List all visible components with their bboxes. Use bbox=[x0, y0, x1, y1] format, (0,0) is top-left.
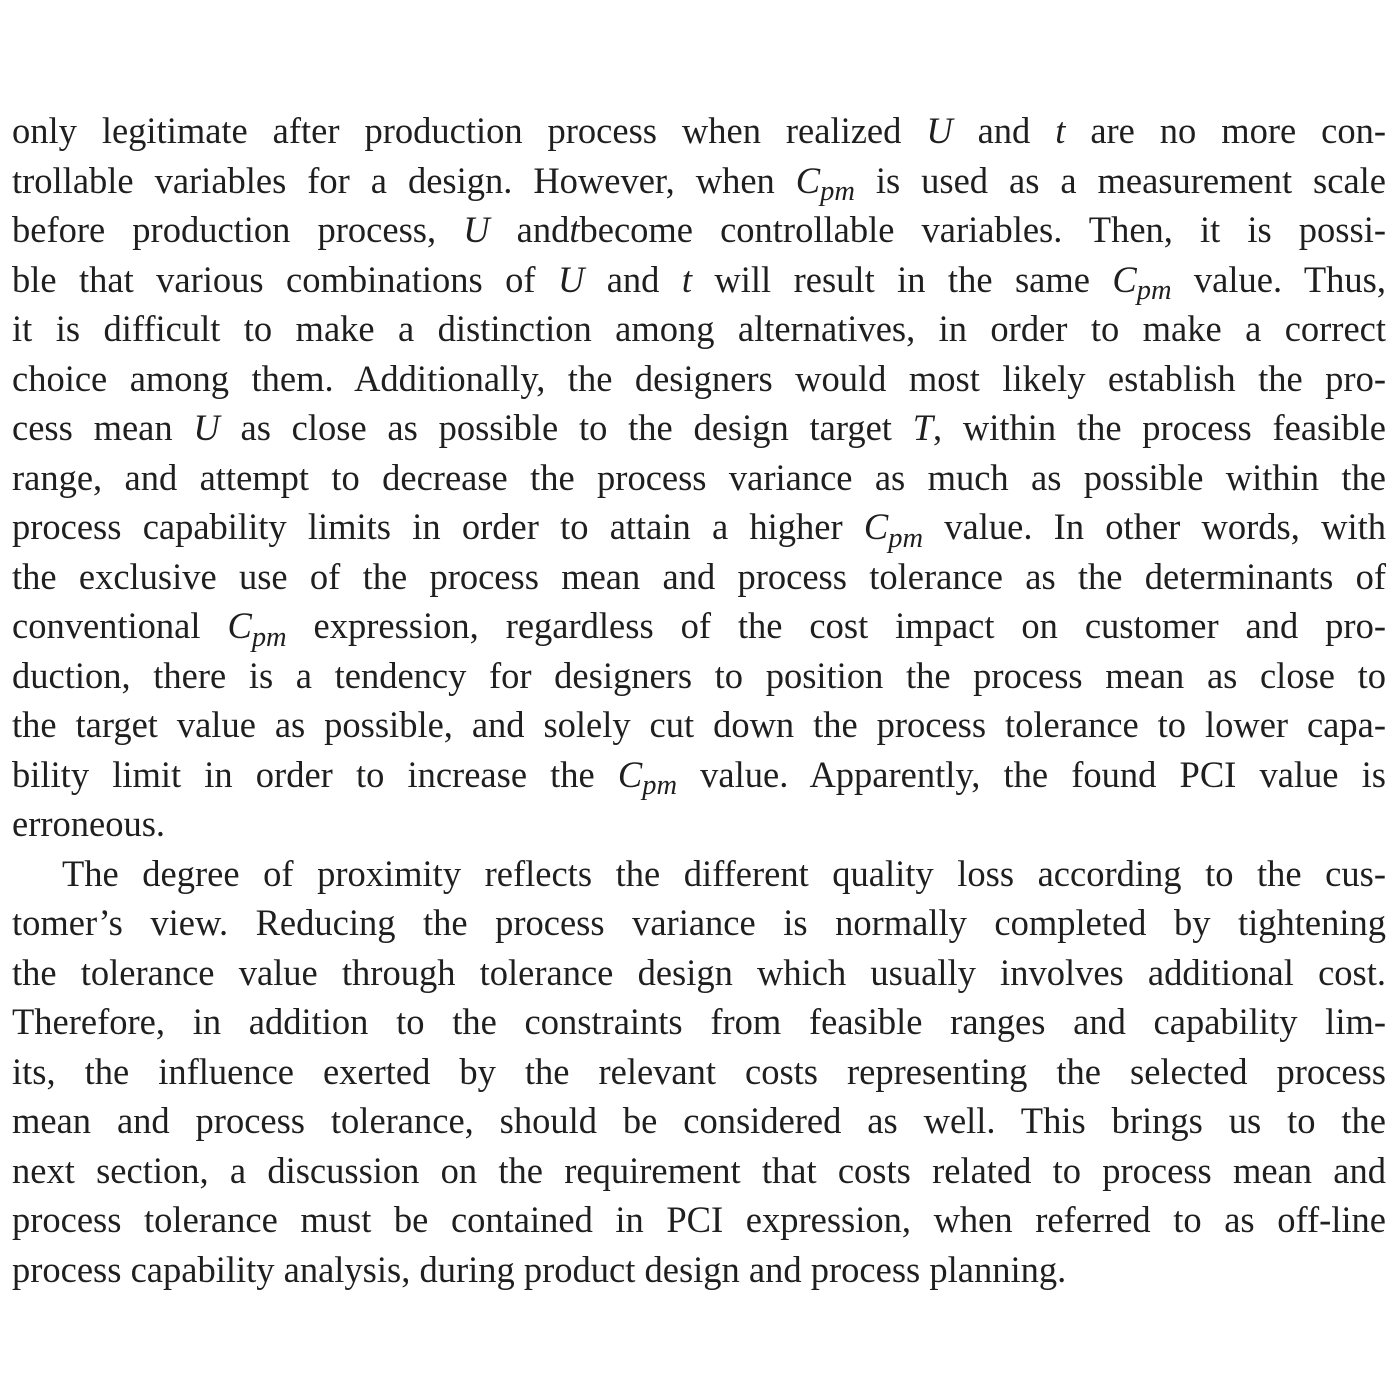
text-line bbox=[12, 453, 1386, 503]
text-line bbox=[12, 502, 1386, 552]
math-variable: T bbox=[912, 407, 934, 448]
text-line bbox=[12, 106, 1386, 156]
text-line bbox=[12, 255, 1386, 305]
body-text bbox=[12, 106, 1386, 1294]
text-line bbox=[12, 1096, 1386, 1146]
text-run: its, the influence exerted by the relevant costs representing the selected process bbox=[12, 1050, 1386, 1092]
text-line bbox=[12, 750, 1386, 800]
text-run: the tolerance value through tolerance design which usually involves additional cost. bbox=[12, 951, 1386, 993]
text-run: the target value as possible, and solely cut down the process tolerance to lower capa- bbox=[12, 704, 1386, 745]
text-run: process capability analysis, during product design and process planning. bbox=[12, 1248, 1067, 1290]
text-run: it is difficult to make a distinction among alternatives, in order to make a correct bbox=[12, 308, 1386, 349]
text-run: choice among them. Additionally, the designers would most likely establish the pro- bbox=[12, 357, 1386, 399]
math-subscript: pm bbox=[888, 522, 924, 554]
math-variable: U bbox=[557, 258, 585, 300]
math-symbol-cpm: $C_{pm}$ bbox=[795, 159, 855, 208]
text-run: bility limit in order to increase the bbox=[12, 753, 618, 795]
text-run: process capability limits in order to attain a higher bbox=[12, 506, 864, 547]
text-line bbox=[12, 552, 1386, 602]
math-symbol-cpm: $C_{pm}$ bbox=[617, 753, 678, 802]
text-run: conventional bbox=[12, 605, 228, 646]
text-run: and bbox=[584, 258, 682, 300]
math-symbol-cpm: $C_{pm}$ bbox=[227, 605, 287, 653]
math-variable: t bbox=[1055, 110, 1066, 151]
text-run: value. In other words, with bbox=[923, 506, 1386, 547]
text-run: before production process, bbox=[12, 209, 464, 250]
text-run: and bbox=[952, 110, 1056, 151]
text-run: only legitimate after production process when realized bbox=[12, 110, 927, 151]
text-run: The degree of proximity reflects the different quality loss according to the cus- bbox=[62, 852, 1386, 894]
text-line bbox=[12, 700, 1386, 750]
text-line bbox=[12, 205, 1386, 255]
text-line bbox=[12, 304, 1386, 354]
text-line bbox=[12, 601, 1386, 651]
paragraph bbox=[12, 106, 1386, 849]
text-run: will result in the same bbox=[692, 258, 1113, 300]
text-run: Therefore, in addition to the constraints from feasible ranges and capability lim- bbox=[12, 1001, 1386, 1042]
text-line bbox=[12, 1245, 1386, 1295]
text-line bbox=[12, 156, 1386, 206]
math-subscript: pm bbox=[251, 621, 287, 653]
text-run: duction, there is a tendency for designers to position the process mean as close to bbox=[12, 654, 1386, 696]
text-run: is used as a measurement scale bbox=[854, 159, 1387, 201]
text-run: become controllable variables. Then, it is possi- bbox=[579, 209, 1387, 250]
text-run: process tolerance must be contained in PCI expression, when referred to as off-line bbox=[12, 1199, 1386, 1240]
text-line bbox=[12, 1195, 1386, 1245]
math-variable: t bbox=[681, 258, 692, 300]
text-run: value. Thus, bbox=[1171, 258, 1386, 300]
text-run: and bbox=[489, 209, 570, 250]
text-line bbox=[12, 849, 1386, 899]
text-run: erroneous. bbox=[12, 803, 166, 844]
text-run: range, and attempt to decrease the process variance as much as possible within the bbox=[12, 456, 1386, 498]
text-line bbox=[12, 403, 1386, 453]
text-run: as close as possible to the design target bbox=[219, 407, 913, 448]
paragraph bbox=[12, 849, 1386, 1295]
text-run: trollable variables for a design. However, when bbox=[12, 159, 796, 201]
text-line bbox=[12, 354, 1386, 404]
math-variable: U bbox=[926, 110, 953, 151]
text-run: , within the process feasible bbox=[933, 407, 1386, 448]
math-subscript: pm bbox=[1136, 275, 1172, 307]
text-run: tomer’s view. Reducing the process variance is normally completed by tightening bbox=[12, 902, 1386, 943]
text-run: next section, a discussion on the requirement that costs related to process mean and bbox=[12, 1149, 1386, 1191]
math-variable: U bbox=[463, 209, 490, 250]
math-symbol-cpm: $C_{pm}$ bbox=[1112, 258, 1172, 307]
math-subscript: pm bbox=[820, 176, 855, 208]
text-line bbox=[12, 997, 1386, 1047]
text-run: value. Apparently, the found PCI value is bbox=[677, 753, 1386, 795]
math-variable: U bbox=[193, 407, 220, 448]
text-run: expression, regardless of the cost impact on customer and pro- bbox=[286, 605, 1386, 646]
text-line bbox=[12, 1047, 1386, 1097]
text-run: the exclusive use of the process mean and process tolerance as the determinants of bbox=[12, 555, 1386, 597]
text-run: ble that various combinations of bbox=[12, 258, 558, 300]
text-run: mean and process tolerance, should be considered as well. This brings us to the bbox=[12, 1100, 1386, 1141]
text-line bbox=[12, 1146, 1386, 1196]
math-symbol-cpm: $C_{pm}$ bbox=[863, 506, 924, 554]
text-line bbox=[12, 799, 1386, 849]
math-variable: t bbox=[569, 209, 580, 250]
text-run: cess mean bbox=[12, 407, 194, 448]
math-subscript: pm bbox=[642, 770, 678, 802]
text-line bbox=[12, 898, 1386, 948]
text-line bbox=[12, 948, 1386, 998]
text-run: are no more con- bbox=[1065, 110, 1386, 151]
text-line bbox=[12, 651, 1386, 701]
